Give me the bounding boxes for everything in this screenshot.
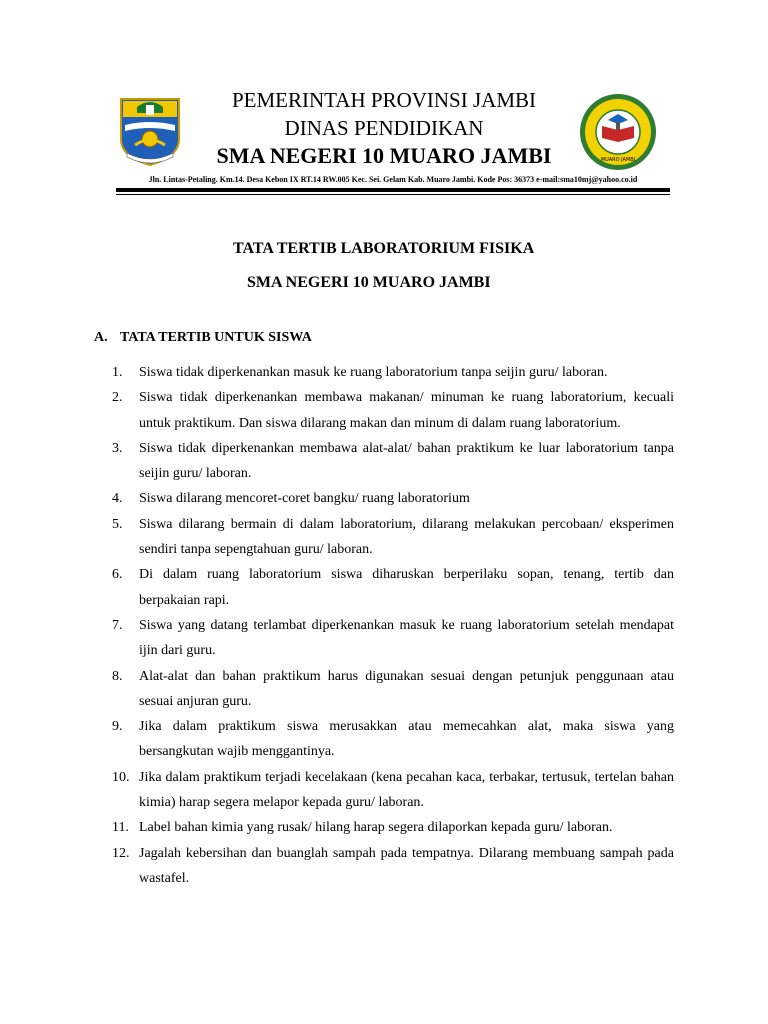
item-text: Alat-alat dan bahan praktikum harus digunakan sesuai dengan petunjuk penggunaan atau sesuai anjuran guru. <box>139 668 674 709</box>
list-item <box>112 765 674 816</box>
item-number: 8. <box>112 668 123 684</box>
kop-line-2: DINAS PENDIDIKAN <box>284 116 484 140</box>
item-text: Jagalah kebersihan dan buanglah sampah pada tempatnya. Dilarang membuang sampah pada wastafel. <box>139 845 674 886</box>
item-text: Jika dalam praktikum siswa merusakkan atau memecahkan alat, maka siswa yang bersangkutan wajib menggantinya. <box>139 719 674 760</box>
item-text: Siswa yang datang terlambat diperkenankan masuk ke ruang laboratorium setelah mendapat ijin dari guru. <box>139 617 674 659</box>
section-letter: A. <box>94 330 108 345</box>
kop-line-1: PEMERINTAH PROVINSI JAMBI <box>231 88 536 112</box>
document-subtitle: SMA NEGERI 10 MUARO JAMBI <box>247 274 491 291</box>
item-text: Siswa dilarang bermain di dalam laboratorium, dilarang melakukan percobaan/ eksperimen sendiri tanpa sepengtahuan guru/ laboran. <box>139 516 674 558</box>
item-text: Label bahan kimia yang rusak/ hilang harap segera dilaporkan kepada guru/ laboran. <box>139 820 613 836</box>
list-item <box>112 613 674 664</box>
item-number: 2. <box>112 390 123 406</box>
list-item <box>112 664 674 715</box>
list-item <box>112 562 674 613</box>
section-title: TATA TERTIB UNTUK SISWA <box>120 330 312 345</box>
item-text: Siswa tidak diperkenankan membawa makanan/ minuman ke ruang laboratorium, kecuali untuk praktikum. Dan siswa dilarang makan dan minum di dalam ruang laboratorium. <box>139 390 674 431</box>
item-number: 12. <box>112 845 130 861</box>
item-number: 7. <box>112 617 123 633</box>
list-item <box>112 385 674 436</box>
item-number: 3. <box>112 440 123 456</box>
list-item <box>112 436 674 487</box>
item-text: Di dalam ruang laboratorium siswa diharuskan berperilaku sopan, tenang, tertib dan berpakaian rapi. <box>139 567 674 608</box>
list-item <box>112 486 674 511</box>
school-address: Jln. Lintas-Petaling. Km.14. Desa Kebon IX RT.14 RW.005 Kec. Sei. Gelam Kab. Muaro Jambi. Kode Pos: 36373 e-mail:sma10mj@yahoo.co.id <box>148 175 638 184</box>
item-text: Siswa dilarang mencoret-coret bangku/ ruang laboratorium <box>139 491 470 507</box>
list-item <box>112 714 674 765</box>
item-text: Siswa tidak diperkenankan masuk ke ruang laboratorium tanpa seijin guru/ laboran. <box>139 365 608 380</box>
rules-list <box>112 360 674 891</box>
kop-line-3: SMA NEGERI 10 MUARO JAMBI <box>216 143 552 168</box>
item-text: Siswa tidak diperkenankan membawa alat-alat/ bahan praktikum ke luar laboratorium tanpa seijin guru/ laboran. <box>139 440 674 482</box>
section-heading <box>94 330 312 346</box>
header-divider-thin <box>116 194 670 195</box>
item-number: 1. <box>112 365 123 380</box>
document-title: TATA TERTIB LABORATORIUM FISIKA <box>233 240 535 257</box>
item-number: 4. <box>112 491 123 507</box>
item-number: 6. <box>112 567 123 583</box>
list-item <box>112 512 674 563</box>
item-text: Jika dalam praktikum terjadi kecelakaan (kena pecahan kaca, terbakar, tertusuk, tertelan bahan kimia) harap segera melapor kepada guru/ laboran. <box>139 769 674 811</box>
header-divider-thick <box>116 188 670 192</box>
list-item <box>112 841 674 892</box>
item-number: 5. <box>112 516 123 532</box>
list-item <box>112 815 674 840</box>
school-emblem-text: MUARO JAMBI <box>600 157 636 163</box>
list-item <box>112 360 674 385</box>
item-number: 10. <box>112 769 130 785</box>
item-number: 11. <box>112 820 129 836</box>
item-number: 9. <box>112 719 123 735</box>
